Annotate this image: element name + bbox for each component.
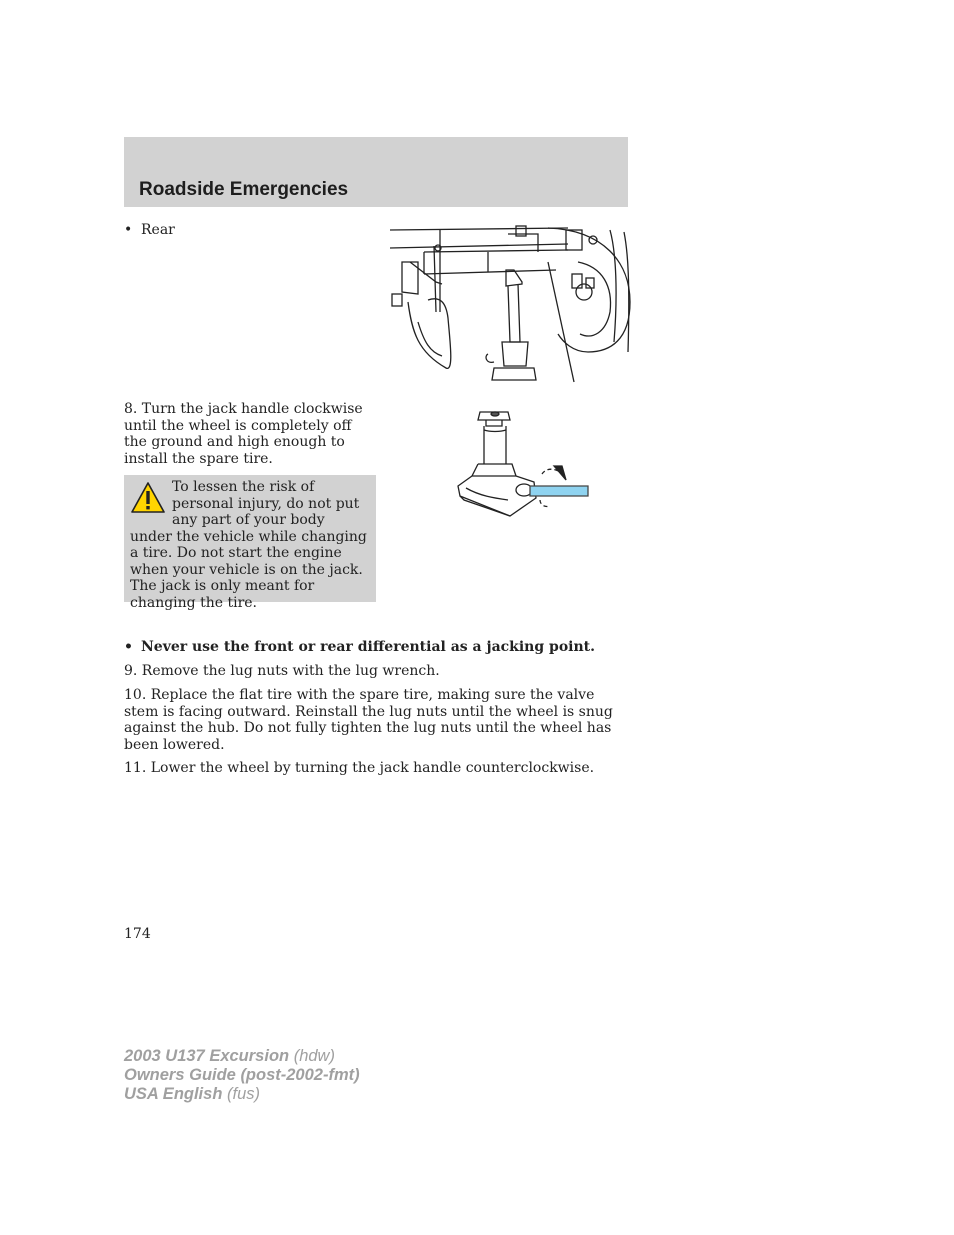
rear-axle-jack-illustration — [388, 222, 632, 386]
step-11: 11. Lower the wheel by turning the jack handle counterclockwise. — [124, 760, 595, 776]
step-10: 10. Replace the flat tire with the spare tire, making sure the valve stem is facing outward. Reinstall the lug nuts until the wheel is snug against the hub. Do not fully tighten the lug nuts until the wheel has been lowered. — [124, 687, 613, 753]
warning-box — [124, 475, 376, 611]
warning-triangle-icon — [130, 481, 166, 515]
footer-line-2: Owners Guide (post-2002-fmt) — [124, 1066, 360, 1084]
jack-handle-illustration — [454, 404, 594, 518]
bullet-never-differential: • Never use the front or rear differential as a jacking point. — [124, 639, 628, 656]
section-title: Roadside Emergencies — [139, 179, 349, 200]
step-8: 8. Turn the jack handle clockwise until the wheel is completely off the ground and high enough to install the spare tire. — [124, 401, 363, 467]
section-header — [124, 137, 628, 207]
page-number: 174 — [124, 926, 151, 942]
warning-text: To lessen the risk of personal injury, do not put any part of your body under the vehicle while changing a tire. Do not start the engine when your vehicle is on the jack. The jack is only meant for changing the tire. — [130, 479, 367, 611]
step-9: 9. Remove the lug nuts with the lug wrench. — [124, 663, 440, 679]
document-footer — [124, 1047, 360, 1104]
footer-line-1: 2003 U137 Excursion (hdw) — [124, 1047, 335, 1065]
footer-line-3: USA English (fus) — [124, 1085, 260, 1103]
bullet-rear: • Rear — [124, 222, 175, 239]
